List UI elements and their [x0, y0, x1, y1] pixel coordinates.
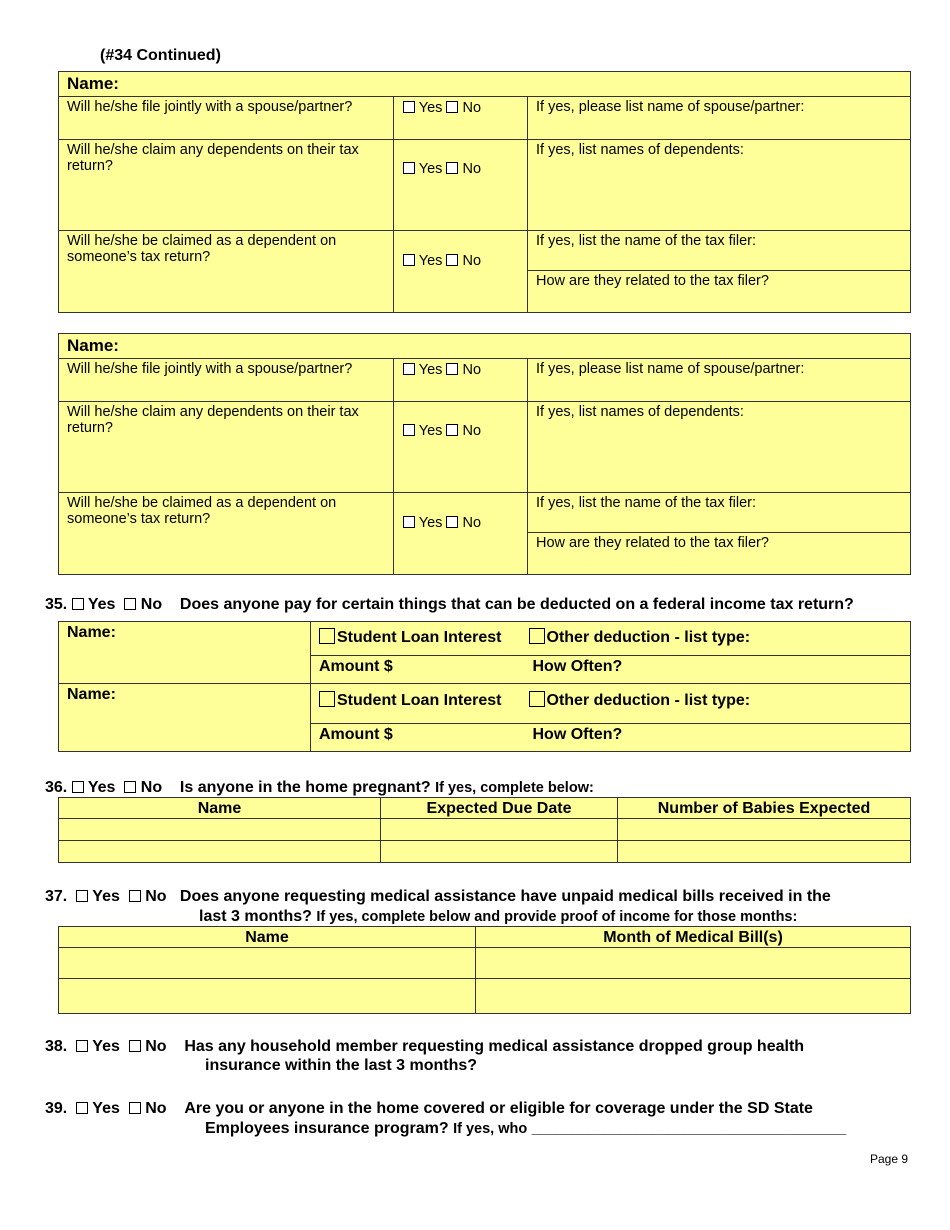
yes-no-choice: Yes No [394, 359, 528, 402]
yes-no-choice: Yes No [394, 493, 528, 575]
q37-yes-checkbox[interactable] [76, 890, 88, 902]
question-claim-dependents: Will he/she claim any dependents on their tax return? [59, 402, 394, 493]
table-row [59, 819, 911, 841]
yes-checkbox[interactable] [403, 424, 415, 436]
q37-medical-bills-table [58, 926, 911, 1014]
how-often-field[interactable]: How Often? [523, 656, 911, 684]
other-deduction-option[interactable]: Other deduction - list type: [523, 684, 911, 724]
table-cell[interactable] [476, 948, 911, 979]
student-loan-checkbox[interactable] [319, 691, 335, 707]
table-row [59, 841, 911, 863]
q35-question: 35. Yes No Does anyone pay for certain things that can be deducted on a federal income tax return? [45, 596, 854, 613]
name-field-label[interactable]: Name: [59, 684, 311, 752]
table-row [59, 979, 911, 1014]
q38-question-continued: insurance within the last 3 months? [205, 1057, 478, 1074]
no-checkbox[interactable] [446, 101, 458, 113]
yes-no-choice: Yes No [394, 231, 528, 313]
no-checkbox[interactable] [446, 516, 458, 528]
spouse-name-field[interactable]: If yes, please list name of spouse/partner: [528, 359, 911, 402]
q38-question: 38. Yes No Has any household member requesting medical assistance dropped group health [45, 1038, 805, 1055]
q38-yes-checkbox[interactable] [76, 1040, 88, 1052]
q37-question-continued: last 3 months? If yes, complete below and provide proof of income for those months: [199, 908, 798, 925]
table-cell[interactable] [59, 841, 381, 863]
name-field-label[interactable]: Name: [59, 334, 911, 359]
question-claimed-as-dependent: Will he/she be claimed as a dependent on someone’s tax return? [59, 493, 394, 575]
no-checkbox[interactable] [446, 363, 458, 375]
question-file-jointly: Will he/she file jointly with a spouse/partner? [59, 359, 394, 402]
q35-yes-checkbox[interactable] [72, 598, 84, 610]
table-cell[interactable] [59, 819, 381, 841]
other-deduction-checkbox[interactable] [529, 628, 545, 644]
table-cell[interactable] [59, 979, 476, 1014]
other-deduction-option[interactable]: Other deduction - list type: [523, 622, 911, 656]
yes-checkbox[interactable] [403, 363, 415, 375]
q36-question: 36. Yes No Is anyone in the home pregnant? If yes, complete below: [45, 779, 594, 796]
how-often-field[interactable]: How Often? [523, 724, 911, 752]
table-cell[interactable] [59, 948, 476, 979]
tax-filer-name-field[interactable]: If yes, list the name of the tax filer: [528, 231, 911, 271]
name-field-label[interactable]: Name: [59, 72, 911, 97]
q36-yes-checkbox[interactable] [72, 781, 84, 793]
question-file-jointly: Will he/she file jointly with a spouse/partner? [59, 97, 394, 140]
yes-no-choice: Yes No [394, 140, 528, 231]
page-number: Page 9 [870, 1152, 909, 1166]
yes-checkbox[interactable] [403, 101, 415, 113]
q34-block-1 [58, 71, 911, 313]
tax-filer-name-field[interactable]: If yes, list the name of the tax filer: [528, 493, 911, 533]
q34-block-2 [58, 333, 911, 575]
q39-yes-checkbox[interactable] [76, 1102, 88, 1114]
student-loan-option[interactable]: Student Loan Interest [311, 684, 523, 724]
q39-no-checkbox[interactable] [129, 1102, 141, 1114]
tax-filer-relation-field[interactable]: How are they related to the tax filer? [528, 271, 911, 313]
amount-field[interactable]: Amount $ [311, 724, 523, 752]
yes-checkbox[interactable] [403, 162, 415, 174]
q36-pregnancy-table [58, 797, 911, 863]
no-checkbox[interactable] [446, 254, 458, 266]
who-blank-field[interactable]: _______________________________________ [531, 1121, 847, 1137]
q37-no-checkbox[interactable] [129, 890, 141, 902]
column-header-due-date: Expected Due Date [381, 798, 618, 819]
question-claimed-as-dependent: Will he/she be claimed as a dependent on someone’s tax return? [59, 231, 394, 313]
q38-no-checkbox[interactable] [129, 1040, 141, 1052]
q39-question: 39. Yes No Are you or anyone in the home covered or eligible for coverage under the SD State [45, 1100, 813, 1117]
q39-question-continued: Employees insurance program? If yes, who _______________________________________ [205, 1120, 847, 1137]
q36-no-checkbox[interactable] [124, 781, 136, 793]
tax-filer-relation-field[interactable]: How are they related to the tax filer? [528, 533, 911, 575]
yes-no-choice: Yes No [394, 97, 528, 140]
table-cell[interactable] [476, 979, 911, 1014]
student-loan-checkbox[interactable] [319, 628, 335, 644]
q37-question: 37. Yes No Does anyone requesting medical assistance have unpaid medical bills received in the [45, 888, 831, 905]
no-checkbox[interactable] [446, 424, 458, 436]
continued-heading: (#34 Continued) [100, 47, 221, 64]
yes-checkbox[interactable] [403, 254, 415, 266]
column-header-babies: Number of Babies Expected [618, 798, 911, 819]
table-cell[interactable] [381, 841, 618, 863]
column-header-month: Month of Medical Bill(s) [476, 927, 911, 948]
dependents-names-field[interactable]: If yes, list names of dependents: [528, 140, 911, 231]
dependents-names-field[interactable]: If yes, list names of dependents: [528, 402, 911, 493]
name-field-label[interactable]: Name: [59, 622, 311, 684]
student-loan-option[interactable]: Student Loan Interest [311, 622, 523, 656]
amount-field[interactable]: Amount $ [311, 656, 523, 684]
q35-no-checkbox[interactable] [124, 598, 136, 610]
table-cell[interactable] [381, 819, 618, 841]
spouse-name-field[interactable]: If yes, please list name of spouse/partner: [528, 97, 911, 140]
table-row [59, 948, 911, 979]
q35-deductions-table [58, 621, 911, 752]
no-checkbox[interactable] [446, 162, 458, 174]
column-header-name: Name [59, 798, 381, 819]
table-cell[interactable] [618, 841, 911, 863]
other-deduction-checkbox[interactable] [529, 691, 545, 707]
yes-no-choice: Yes No [394, 402, 528, 493]
yes-checkbox[interactable] [403, 516, 415, 528]
table-cell[interactable] [618, 819, 911, 841]
question-claim-dependents: Will he/she claim any dependents on their tax return? [59, 140, 394, 231]
column-header-name: Name [59, 927, 476, 948]
